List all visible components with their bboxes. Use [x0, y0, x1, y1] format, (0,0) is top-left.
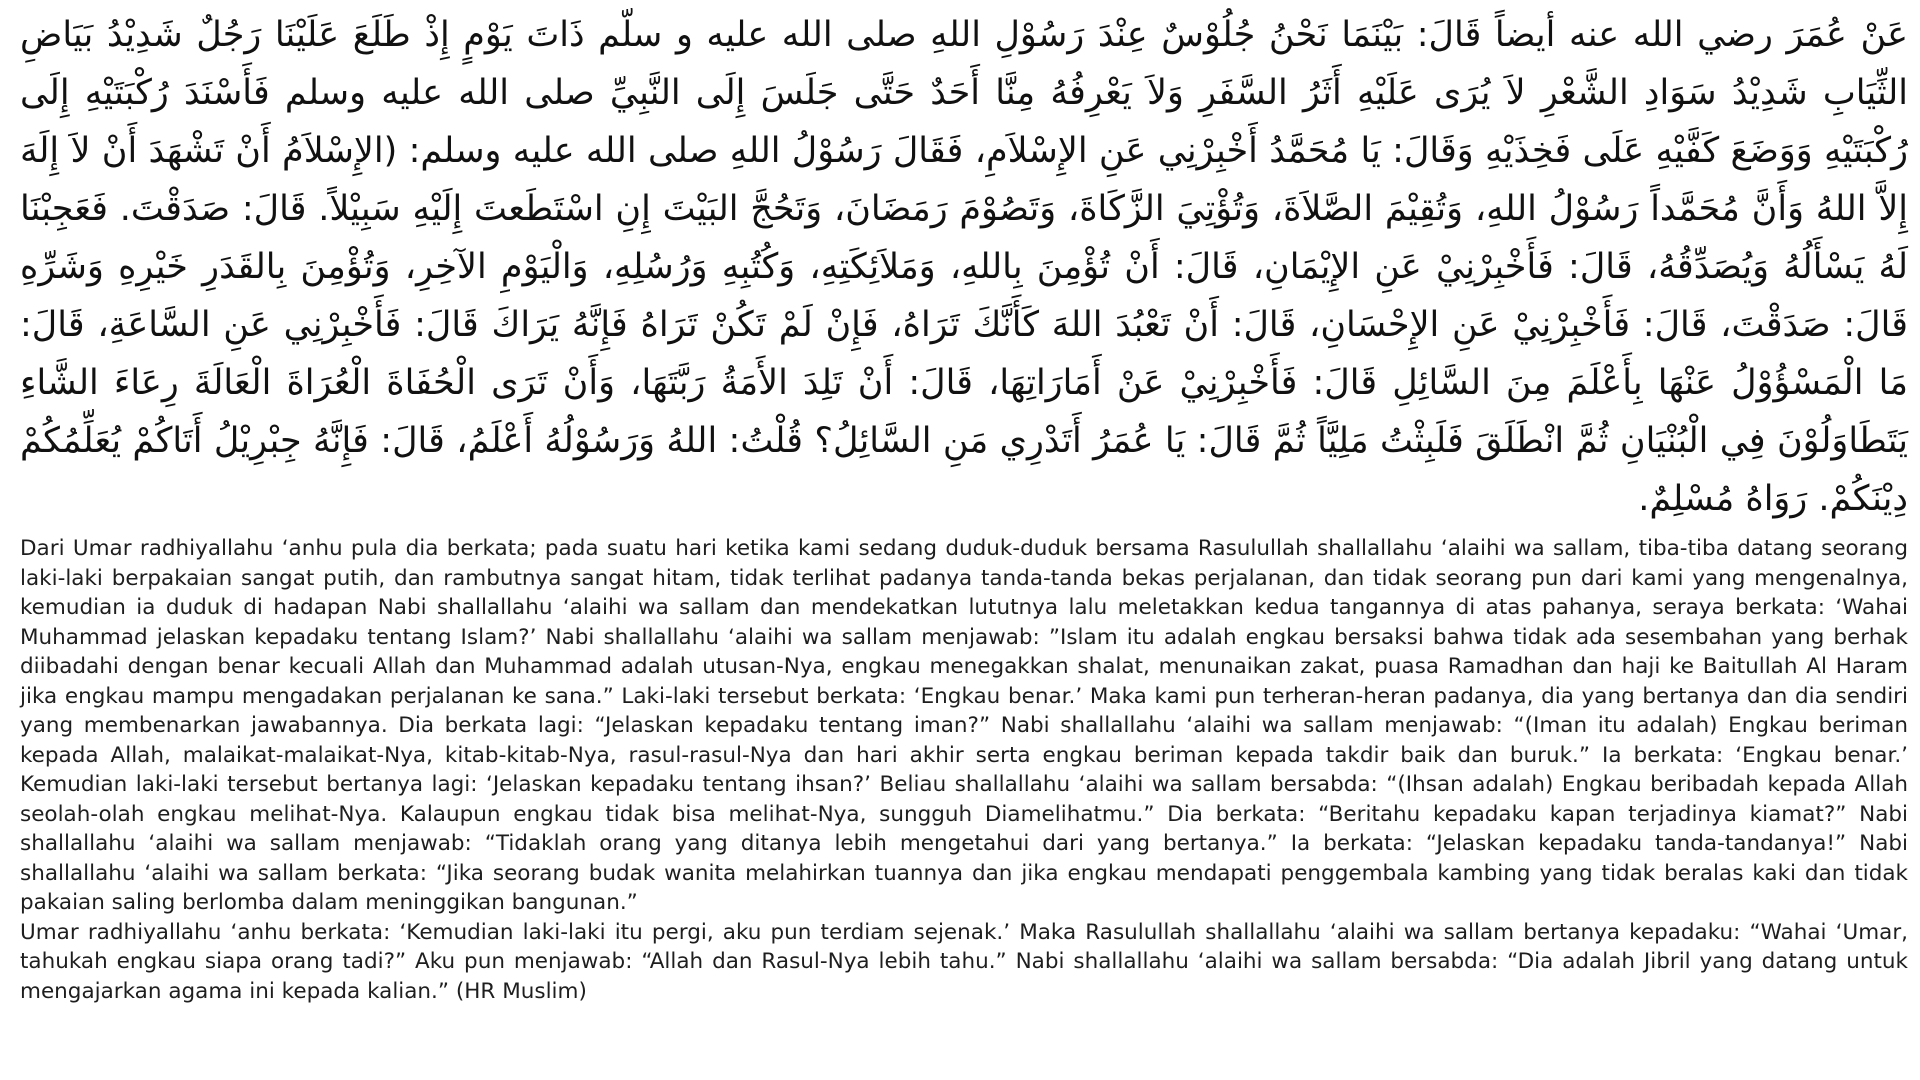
translation-paragraph-2: Umar radhiyallahu ‘anhu berkata: ‘Kemudian laki-laki itu pergi, aku pun terdiam sejenak.’ Maka Rasulullah shallallahu ‘alaihi wa sallam bertanya kepadaku: “Wahai ‘Umar, tahukah engkau siapa orang tadi?” Aku pun menjawab: “Allah dan Rasul-Nya lebih tahu.” Nabi shallallahu ‘alaihi wa sallam bersabda: “Dia adalah Jibril yang datang untuk mengajarkan agama ini kepada kalian.” (HR Muslim)	[20, 919, 1908, 1004]
translation-paragraph-1: Dari Umar radhiyallahu ‘anhu pula dia berkata; pada suatu hari ketika kami sedang duduk-duduk bersama Rasulullah shallallahu ‘alaihi wa sallam, tiba-tiba datang seorang laki-laki berpakaian sangat putih, dan rambutnya sangat hitam, tidak terlihat padanya tanda-tanda bekas perjalanan, dan tidak seorang pun dari kami yang mengenalnya, kemudian ia duduk di hadapan Nabi shallallahu ‘alaihi wa sallam dan mendekatkan lututnya lalu meletakkan kedua tangannya di atas pahanya, seraya berkata: ‘Wahai Muhammad jelaskan kepadaku tentang Islam?’ Nabi shallallahu ‘alaihi wa sallam menjawab: ”Islam itu adalah engkau bersaksi bahwa tidak ada sesembahan yang berhak diibadahi dengan benar kecuali Allah dan Muhammad adalah utusan-Nya, engkau menegakkan shalat, menunaikan zakat, puasa Ramadhan dan haji ke Baitullah Al Haram jika engkau mampu mengadakan perjalanan ke sana.” Laki-laki tersebut berkata: ‘Engkau benar.’ Maka kami pun terheran-heran padanya, dia yang bertanya dan dia sendiri yang membenarkan jawabannya. Dia berkata lagi: “Jelaskan kepadaku tentang iman?” Nabi shallallahu ‘alaihi wa sallam menjawab: “(Iman itu adalah) Engkau beriman kepada Allah, malaikat-malaikat-Nya, kitab-kitab-Nya, rasul-rasul-Nya dan hari akhir serta engkau beriman kepada takdir baik dan buruk.” Ia berkata: ‘Engkau benar.’ Kemudian laki-laki tersebut bertanya lagi: ‘Jelaskan kepadaku tentang ihsan?’ Beliau shallallahu ‘alaihi wa sallam bersabda: “(Ihsan adalah) Engkau beribadah kepada Allah seolah-olah engkau melihat-Nya. Kalaupun engkau tidak bisa melihat-Nya, sungguh Diamelihatmu.” Dia berkata: “Beritahu kepadaku kapan terjadinya kiamat?” Nabi shallallahu ‘alaihi wa sallam menjawab: “Tidaklah orang yang ditanya lebih mengetahui dari yang bertanya.” Ia berkata: “Jelaskan kepadaku tanda-tandanya!” Nabi shallallahu ‘alaihi wa sallam berkata: “Jika seorang budak wanita melahirkan tuannya dan jika engkau mendapati penggembala kambing yang tidak beralas kaki dan tidak pakaian saling berlomba dalam meninggikan bangunan.”	[20, 536, 1908, 915]
arabic-hadith-text: عَنْ عُمَرَ رضي الله عنه أيضاً قَالَ: بَيْنَمَا نَحْنُ جُلُوْسٌ عِنْدَ رَسُوْلِ اللهِ صلى الله عليه و سلّم ذَاتَ يَوْمٍ إِذْ طَلَعَ عَلَيْنَا رَجُلٌ شَدِيْدُ بَيَاضِ الثِّيَابِ شَدِيْدُ سَوَادِ الشَّعْرِ لاَ يُرَى عَلَيْهِ أَثَرُ السَّفَرِ وَلاَ يَعْرِفُهُ مِنَّا أَحَدٌ حَتَّى جَلَسَ إِلَى النَّبِيِّ صلى الله عليه وسلم فَأَسْنَدَ رُكْبَتَيْهِ إِلَى رُكْبَتَيْهِ وَوَضَعَ كَفَّيْهِ عَلَى فَخِذَيْهِ وَقَالَ: يَا مُحَمَّدُ أَخْبِرْنِي عَنِ الإِسْلاَمِ، فَقَالَ رَسُوْلُ اللهِ صلى الله عليه وسلم: (الإِسْلاَمُ أَنْ تَشْهَدَ أَنْ لاَ إِلَهَ إِلاَّ اللهُ وَأَنَّ مُحَمَّداً رَسُوْلُ اللهِ، وَتُقِيْمَ الصَّلاَةَ، وَتُؤْتِيَ الزَّكَاةَ، وَتَصُوْمَ رَمَضَانَ، وَتَحُجَّ البَيْتَ إِنِ اسْتَطَعتَ إِلَيْهِ سَبِيْلاً. قَالَ: صَدَقْتَ. فَعَجِبْنَا لَهُ يَسْأَلُهُ وَيُصَدِّقُهُ، قَالَ: فَأَخْبِرْنِيْ عَنِ الإِيْمَانِ، قَالَ: أَنْ تُؤْمِنَ بِاللهِ، وَمَلاَئِكَتِهِ، وَكُتُبِهِ وَرُسُلِهِ، وَالْيَوْمِ الآخِرِ، وَتُؤْمِنَ بِالقَدَرِ خَيْرِهِ وَشَرِّهِ قَالَ: صَدَقْتَ، قَالَ: فَأَخْبِرْنِيْ عَنِ الإِحْسَانِ، قَالَ: أَنْ تَعْبُدَ اللهَ كَأَنَّكَ تَرَاهُ، فَإِنْ لَمْ تَكُنْ تَرَاهُ فَإِنَّهُ يَرَاكَ قَالَ: فَأَخْبِرْنِي عَنِ السَّاعَةِ، قَالَ: مَا الْمَسْؤُوْلُ عَنْهَا بِأَعْلَمَ مِنَ السَّائِلِ قَالَ: فَأَخْبِرْنِيْ عَنْ أَمَارَاتِهَا، قَالَ: أَنْ تَلِدَ الأَمَةُ رَبَّتَهَا، وَأَنْ تَرَى الْحُفَاةَ الْعُرَاةَ الْعَالَةَ رِعَاءَ الشَّاءِ يَتَطَاوَلُوْنَ فِي الْبُنْيَانِ ثُمَّ انْطَلَقَ فَلَبِثْتُ مَلِيَّاً ثُمَّ قَالَ: يَا عُمَرُ أَتَدْرِي مَنِ السَّائِلُ؟ قُلْتُ: اللهُ وَرَسُوْلُهُ أَعْلَمُ، قَالَ: فَإِنَّهُ جِبْرِيْلُ أَتَاكُمْ يُعَلِّمُكُمْ دِيْنَكُمْ. رَوَاهُ مُسْلِمٌ.	[20, 15, 1908, 519]
indonesian-translation	[20, 534, 1908, 1006]
